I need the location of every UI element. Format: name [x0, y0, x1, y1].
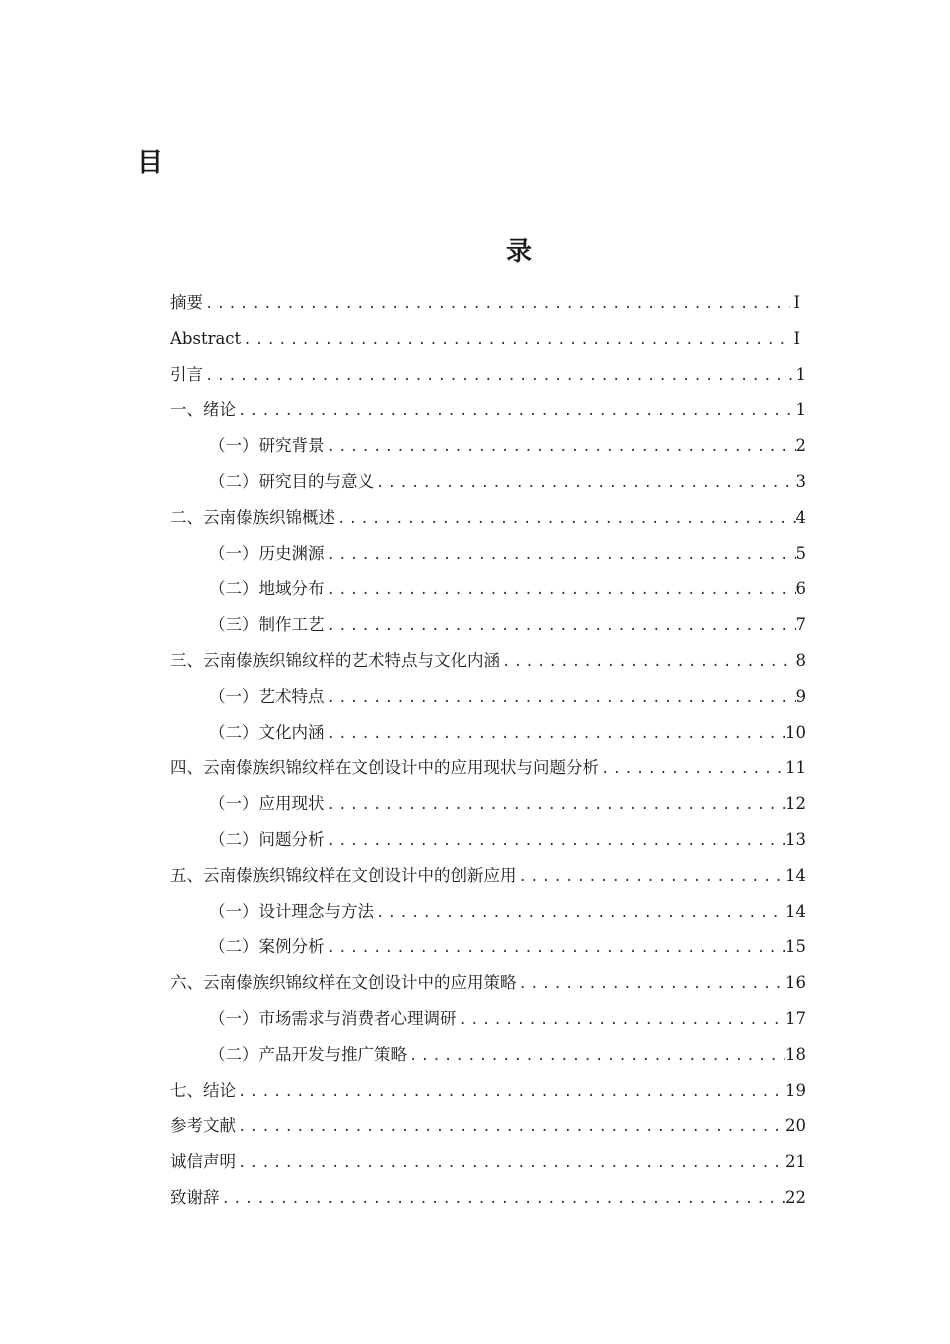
toc-dot-leader — [517, 967, 786, 1001]
toc-entry-label: （三）制作工艺 — [209, 615, 325, 635]
toc-entry[interactable] — [170, 679, 806, 715]
toc-entry[interactable] — [170, 1108, 806, 1144]
toc-entry-label: （一）历史渊源 — [209, 543, 325, 563]
toc-entry[interactable] — [170, 1073, 806, 1109]
toc-dot-leader — [374, 466, 796, 500]
toc-entry-page-number: 1 — [795, 400, 806, 420]
toc-entry-page-number: 7 — [795, 615, 806, 635]
toc-dot-leader — [241, 323, 790, 357]
toc-entry-label: 四、云南傣族织锦纹样在文创设计中的应用现状与问题分析 — [170, 758, 599, 778]
toc-dot-leader — [203, 359, 796, 393]
toc-entry-label: 二、云南傣族织锦概述 — [170, 507, 335, 527]
toc-dot-leader — [325, 717, 786, 751]
toc-dot-leader — [500, 645, 796, 679]
toc-entry-label: （一）应用现状 — [209, 794, 325, 814]
toc-dot-leader — [325, 538, 796, 572]
toc-entry-label: （二）案例分析 — [209, 937, 325, 957]
toc-entry-page-number: 15 — [785, 937, 806, 957]
toc-entry[interactable] — [170, 929, 806, 965]
toc-dot-leader — [236, 1110, 785, 1144]
toc-entry-page-number: 12 — [785, 794, 806, 814]
toc-dot-leader — [325, 609, 796, 643]
toc-entry-label: （二）研究目的与意义 — [209, 471, 374, 491]
toc-entry[interactable] — [170, 357, 806, 393]
toc-entry[interactable] — [170, 750, 806, 786]
toc-entry[interactable] — [170, 894, 806, 930]
toc-entry[interactable] — [170, 786, 806, 822]
toc-dot-leader — [325, 430, 796, 464]
toc-dot-leader — [325, 573, 796, 607]
toc-entry-label: 六、云南傣族织锦纹样在文创设计中的应用策略 — [170, 973, 517, 993]
toc-dot-leader — [325, 788, 786, 822]
toc-dot-leader — [325, 681, 796, 715]
toc-dot-leader — [457, 1003, 786, 1037]
toc-entry[interactable] — [170, 1001, 806, 1037]
toc-dot-leader — [325, 931, 786, 965]
toc-entry-label: （二）地域分布 — [209, 579, 325, 599]
toc-entry-label: 三、云南傣族织锦纹样的艺术特点与文化内涵 — [170, 650, 500, 670]
toc-entry-page-number: 20 — [785, 1116, 806, 1136]
toc-dot-leader — [407, 1039, 785, 1073]
toc-dot-leader — [203, 287, 790, 321]
toc-entry-label: （二）产品开发与推广策略 — [209, 1044, 407, 1064]
toc-entry-page-number: 2 — [795, 436, 806, 456]
toc-entry-page-number: 21 — [785, 1152, 806, 1172]
toc-entry[interactable] — [170, 1037, 806, 1073]
toc-entry-page-number: I — [793, 328, 800, 348]
toc-entry-label: 七、结论 — [170, 1080, 236, 1100]
toc-entry-label: 五、云南傣族织锦纹样在文创设计中的创新应用 — [170, 865, 517, 885]
toc-entry[interactable] — [170, 965, 806, 1001]
toc-entry[interactable] — [170, 571, 806, 607]
toc-entry-page-number: 14 — [785, 901, 806, 921]
toc-dot-leader — [236, 1146, 785, 1180]
toc-dot-leader — [374, 896, 785, 930]
toc-title-second-char: 录 — [506, 237, 533, 267]
toc-entry[interactable] — [170, 428, 806, 464]
toc-entry[interactable] — [170, 285, 806, 321]
toc-dot-leader — [220, 1182, 786, 1216]
toc-entry-page-number: 8 — [795, 650, 806, 670]
toc-entry[interactable] — [170, 392, 806, 428]
toc-dot-leader — [325, 824, 786, 858]
toc-entry-label: 一、绪论 — [170, 400, 236, 420]
toc-entry-page-number: 18 — [785, 1044, 806, 1064]
toc-entry-page-number: 9 — [795, 686, 806, 706]
toc-entry-page-number: 11 — [785, 758, 806, 778]
toc-entry[interactable] — [170, 536, 806, 572]
toc-entry-label: （二）问题分析 — [209, 829, 325, 849]
toc-entry-label: 致谢辞 — [170, 1187, 220, 1207]
toc-entry-label: （一）艺术特点 — [209, 686, 325, 706]
toc-entry-label: （一）研究背景 — [209, 436, 325, 456]
toc-entry[interactable] — [170, 858, 806, 894]
toc-entry[interactable] — [170, 321, 806, 357]
toc-dot-leader — [236, 1075, 785, 1109]
toc-entry-page-number: 14 — [785, 865, 806, 885]
toc-entry-page-number: 3 — [795, 471, 806, 491]
toc-dot-leader — [335, 502, 796, 536]
toc-entry-page-number: 6 — [795, 579, 806, 599]
toc-entry[interactable] — [170, 1144, 806, 1180]
toc-entry-page-number: 16 — [785, 973, 806, 993]
toc-entry[interactable] — [170, 500, 806, 536]
table-of-contents — [170, 285, 806, 1216]
toc-entry-label: （二）文化内涵 — [209, 722, 325, 742]
toc-entry-page-number: 13 — [785, 829, 806, 849]
toc-dot-leader — [236, 394, 796, 428]
toc-dot-leader — [517, 860, 786, 894]
toc-entry-page-number: 19 — [785, 1080, 806, 1100]
toc-entry-label: （一）设计理念与方法 — [209, 901, 374, 921]
toc-entry-label: Abstract — [170, 328, 242, 348]
toc-entry[interactable] — [170, 715, 806, 751]
toc-entry[interactable] — [170, 1180, 806, 1216]
toc-entry[interactable] — [170, 607, 806, 643]
toc-entry[interactable] — [170, 822, 806, 858]
toc-title-first-char: 目 — [137, 148, 164, 178]
toc-dot-leader — [599, 752, 785, 786]
toc-entry-page-number: 22 — [785, 1187, 806, 1207]
toc-entry[interactable] — [170, 643, 806, 679]
toc-entry-label: 诚信声明 — [170, 1152, 236, 1172]
toc-entry-label: 参考文献 — [170, 1116, 236, 1136]
toc-entry-page-number: 1 — [795, 364, 806, 384]
toc-entry-page-number: 10 — [785, 722, 806, 742]
toc-entry-page-number: 5 — [795, 543, 806, 563]
toc-entry-page-number: 4 — [795, 507, 806, 527]
toc-entry-page-number: I — [793, 293, 800, 312]
toc-entry-label: （一）市场需求与消费者心理调研 — [209, 1008, 457, 1028]
toc-entry[interactable] — [170, 464, 806, 500]
toc-entry-page-number: 17 — [785, 1008, 806, 1028]
toc-entry-label: 引言 — [170, 364, 203, 384]
toc-entry-label: 摘要 — [170, 293, 203, 312]
